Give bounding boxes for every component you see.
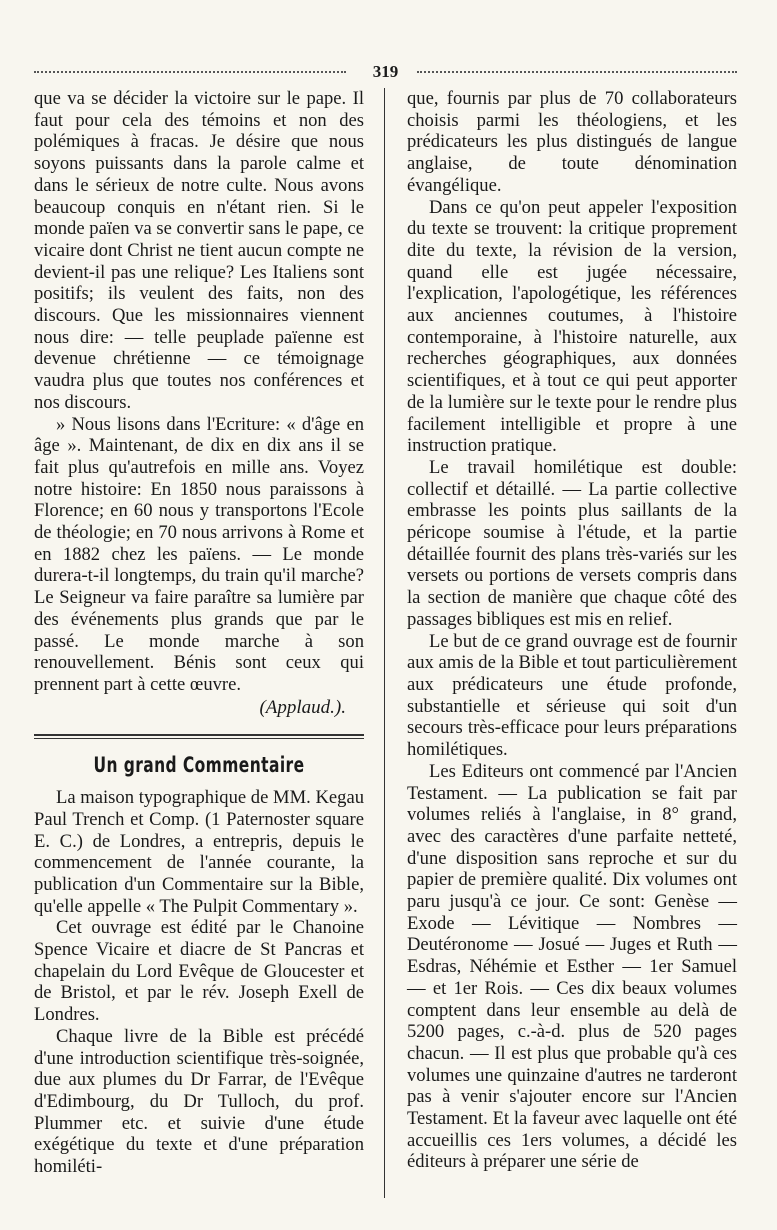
left-column	[34, 88, 364, 1178]
left-paragraph-5: Chaque livre de la Bible est précédé d'une introduction scientifique très-soignée, due aux plumes du Dr Farrar, de l'Evêque d'Edimbourg, du Dr Tulloch, du prof. Plummer etc. et suivie d'une étude exégétique du texte et d'une préparation homiléti-	[34, 1025, 364, 1178]
right-paragraph-4: Le but de ce grand ouvrage est de fournir aux amis de la Bible et tout particulièrement aux prédicateurs une étude profonde, substantielle et sérieuse qui soit d'un secours très-efficace pour leurs préparations homilétiques.	[407, 630, 737, 761]
right-paragraph-1: que, fournis par plus de 70 collaborateurs choisis parmi les théologiens, et les prédicateurs les plus distingués de langue anglaise, de toute dénomination évangélique.	[407, 88, 737, 196]
header-rule-right	[417, 71, 737, 73]
left-paragraph-4: Cet ouvrage est édité par le Chanoine Spence Vicaire et diacre de St Pancras et chapelain du Lord Evêque de Gloucester et de Bristol, et par le rév. Joseph Exell de Londres.	[34, 917, 364, 1026]
section-title: Un grand Commentaire	[93, 753, 305, 778]
right-column	[407, 88, 737, 1178]
two-column-body	[34, 88, 737, 1178]
left-paragraph-2: » Nous lisons dans l'Ecriture: « d'âge en âge ». Maintenant, de dix en dix ans il se fait plus qu'autrefois en mille ans. Voyez notre histoire: En 1850 nous paraissons à Florence; en 60 nous y transportons l'Ecole de théologie; en 70 nous arrivons à Rome et en 1882 chez les païens. — Le monde durera-t-il longtemps, du train qu'il marche? Le Seigneur va faire paraître sa lumière par des événements plus grands que par le passé. Le monde marche à son renouvellement. Bénis sont ceux qui prennent part à cette œuvre.	[34, 413, 364, 695]
page-number: 319	[369, 62, 403, 82]
column-divider	[384, 88, 385, 1198]
applause-note: (Applaud.).	[259, 696, 346, 718]
right-paragraph-5: Les Editeurs ont commencé par l'Ancien Testament. — La publication se fait par volumes reliés à l'anglaise, in 8° grand, avec des caractères d'une parfaite netteté, d'une disposition sans reproche et sur du papier de première qualité. Dix volumes ont paru jusqu'à ce jour. Ce sont: Genèse — Exode — Lévitique — Nombres — Deutéronome — Josué — Juges et Ruth — Esdras, Néhémie et Esther — 1er Samuel — et 1er Rois. — Ces dix beaux volumes comptent dans leur ensemble au delà de 5200 pages, c.-à-d. plus de 520 pages chacun. — Il est plus que probable qu'à ces volumes une quinzaine d'autres ne tarderont pas à venir s'ajouter encore sur l'Ancien Testament. Et la faveur avec laquelle ont été accueillis ces 1ers volumes, a décidé les éditeurs à préparer une série de	[407, 760, 737, 1173]
header-rule-left	[34, 71, 346, 73]
right-paragraph-3: Le travail homilétique est double: collectif et détaillé. — La partie collective embrasse les points plus saillants de la péricope soumise à l'étude, et la partie détaillée fournit des plans très-variés sur les versets ou portions de versets compris dans la section de manière que chaque côté des passages bibliques est mis en relief.	[407, 456, 737, 630]
left-paragraph-1: que va se décider la victoire sur le pape. Il faut pour cela des témoins et non des polémiques à fracas. Je désire que nous soyons puissants dans la parole calme et dans le sérieux de notre culte. Nous avons beaucoup conquis en n'étant rien. Si le monde païen va se convertir sans le pape, ce vicaire dont Christ ne tient aucun compte ne devient-il pas une relique? Les Italiens sont positifs; ils veulent des faits, non des discours. Que les missionnaires viennent nous dire: — telle peuplade païenne est devenue chrétienne — ce témoignage vaudra plus que toutes nos conférences et nos discours.	[34, 88, 364, 413]
page-header	[34, 62, 737, 82]
right-paragraph-2: Dans ce qu'on peut appeler l'exposition du texte se trouvent: la critique proprement dite du texte, la révision de la version, quand elle est jugée nécessaire, l'explication, l'apologétique, les références aux anciennes coutumes, à l'histoire contemporaine, à l'histoire naturelle, aux recherches géographiques, aux données scientifiques, et à tout ce qui peut apporter de la lumière sur le texte pour le rendre plus facilement intelligible et propre à une instruction pratique.	[407, 196, 737, 457]
left-paragraph-3: La maison typographique de MM. Kegau Paul Trench et Comp. (1 Paternoster square E. C.) de Londres, a entrepris, depuis le commencement de l'année courante, la publication d'un Commentaire sur la Bible, qu'elle appelle « The Pulpit Commentary ».	[34, 787, 364, 917]
section-divider	[34, 734, 364, 739]
